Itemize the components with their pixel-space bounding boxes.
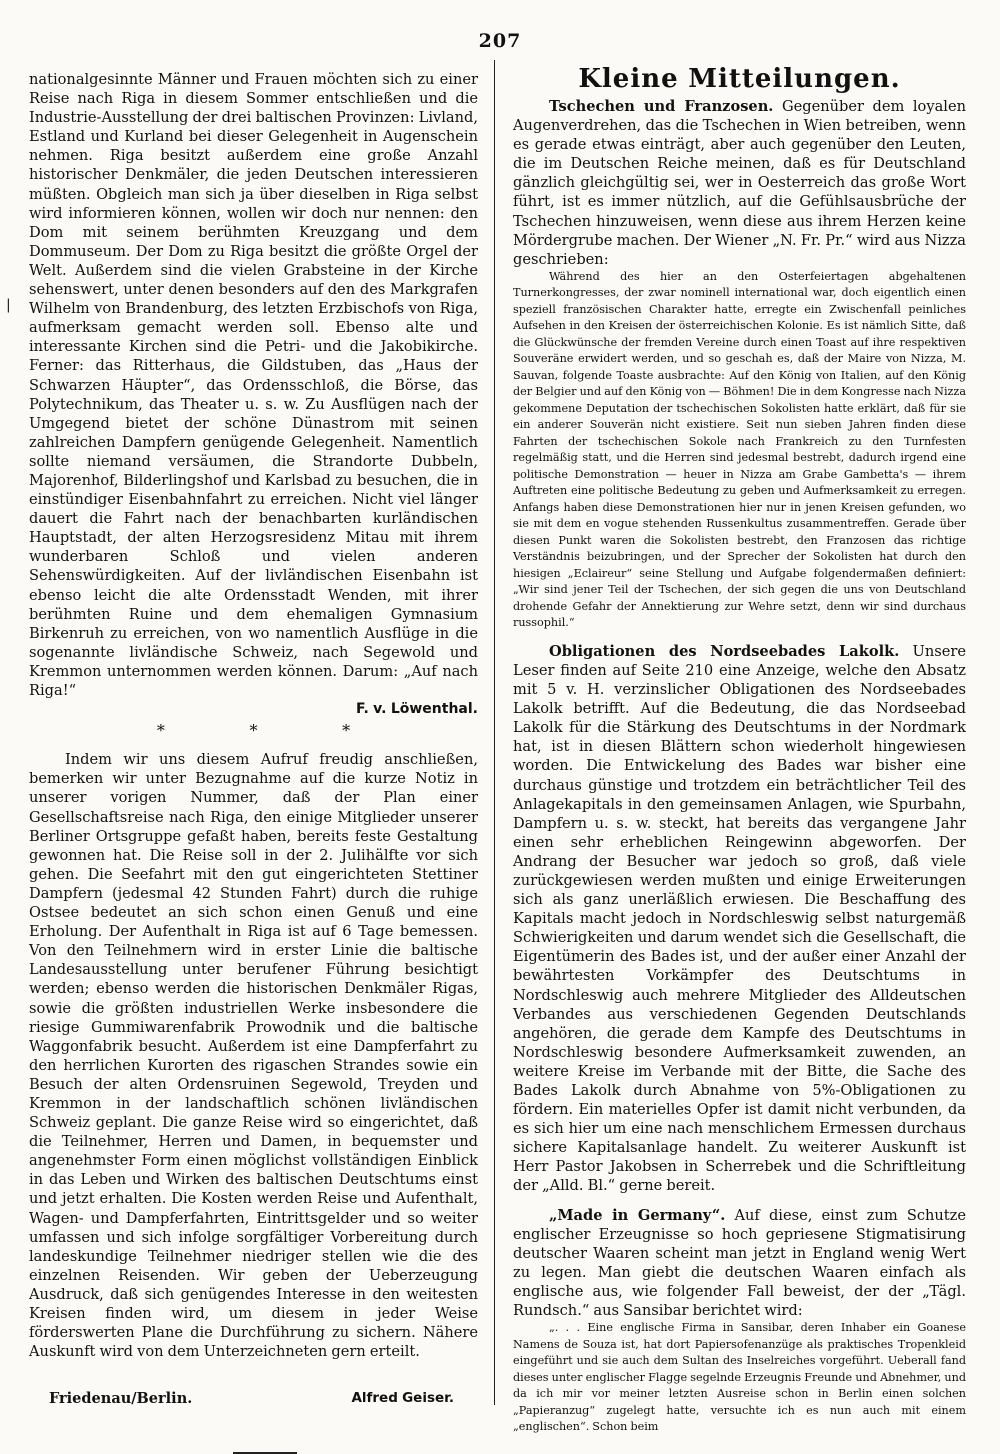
article-lakolk [513, 642, 966, 1196]
article-tschechen [513, 97, 966, 269]
column-divider [494, 60, 495, 1405]
article-made-in-germany-quote: „. . . Eine englische Firma in Sansibar, deren Inhaber ein Goanese Namens de Souza ist, hat dort Papiersofenanzüge als praktisches Tropenkleid eingeführt und sie auch dem Sultan des Inselreiches vorgeführt. Ueberall fand dieses unter englischer Flagge segelnde Erzeugnis Freunde und Abnehmer, und da ich mir vor meiner letzten Ausreise schon in Berlin einen solchen „Papieranzug“ zugelegt hatte, versuchte ich es nun auch mit einem „englischen“. Schon beim [513, 1321, 966, 1434]
signature-row [29, 1389, 478, 1408]
article-lakolk-title: Obligationen des Nordseebades Lakolk. [549, 642, 900, 660]
article-made-in-germany [513, 1206, 966, 1321]
signature-loewenthal: F. v. Löwenthal. [355, 701, 478, 718]
section-asterisks: * * * [156, 721, 391, 741]
article-made-in-germany-text: Auf diese, einst zum Schutze englischer Erzeugnisse so hoch gepriesene Stigmatisirung deutscher Waaren scheint man jetzt in England wenig Wert zu legen. Man giebt die deutschen Waaren einfach als englische aus, wie folgender Fall beweist, der der „Tägl. Rundsch.“ aus Sansibar berichtet wird: [513, 1206, 966, 1320]
section-title: Kleine Mitteilungen. [578, 64, 901, 94]
article-made-in-germany-title: „Made in Germany“. [549, 1206, 726, 1224]
signature-geiser: Alfred Geiser. [351, 1390, 454, 1407]
left-column [29, 70, 478, 1454]
margin-mark: | [6, 297, 11, 313]
article-tschechen-text: Gegenüber dem loyalen Augenverdrehen, das die Tschechen in Wien betreiben, wenn es gerade etwas einträgt, aber auch gegenüber den Leuten, die im Deutschen Reiche meinen, daß es für Deutschland gänzlich gleichgültig sei, wer in Oesterreich das große Wort führt, ist es immer nützlich, auf die Gefühlsausbrüche der Tschechen hinzuweisen, wenn diese aus ihrem Herzen keine Mördergrube machen. Der Wiener „N. Fr. Pr.“ wird aus Nizza geschrieben: [513, 98, 966, 268]
right-column [513, 64, 966, 1436]
article-lakolk-text: Unsere Leser finden auf Seite 210 eine Anzeige, welche den Absatz mit 5 v. H. verzinslicher Obligationen des Nordseebades Lakolk betrifft. Auf die Bedeutung, die das Nordseebad Lakolk für die Stärkung des Deutschtums in der Nordmark hat, ist in diesen Blättern schon wiederholt hingewiesen worden. Die Entwickelung des Bades war bisher eine durchaus günstige und trotzdem ein beträchtlicher Teil des Anlagekapitals in den gemeinsamen Anlagen, wie Spurbahn, Dampfern u. s. w. steckt, hat bereits das vergangene Jahr einen sehr erheblichen Reingewinn abgeworfen. Der Andrang der Besucher war jedoch so groß, daß viele zurückgewiesen werden mußten und einige Erweiterungen sich als ganz unerläßlich erwiesen. Die Beschaffung des Kapitals macht jedoch in Nordschleswig selbst naturgemäß Schwierigkeiten und darum wendet sich die Gesellschaft, die Eigentümerin des Bades ist, und der außer einer Anzahl der bewährtesten Vorkämpfer des Deutschtums in Nordschleswig auch mehrere Mitglieder des Alldeutschen Verbandes aus verschiedenen Gegenden Deutschlands angehören, die gerade dem Kampfe des Deutschtums in Nordschleswig besondere Aufmerksamkeit zuwenden, an weitere Kreise im Verbande mit der Bitte, die Sache des Bades Lakolk durch Abnahme von 5%-Obligationen zu fördern. Ein materielles Opfer ist damit nicht verbunden, da es sich hier um eine nach menschlichem Ermessen durchaus sichere Kapitalsanlage handelt. Zu weiterer Auskunft ist Herr Pastor Jakobsen in Scherrebek und die Schriftleitung der „Alld. Bl.“ gerne bereit. [513, 642, 966, 1195]
signature-place: Friedenau/Berlin. [49, 1390, 193, 1408]
article-tschechen-quote: Während des hier an den Osterfeiertagen abgehaltenen Turnerkongresses, der zwar nominell international war, doch eigentlich einen speziell französischen Charakter hatte, erregte ein Zwischenfall peinliches Aufsehen in den Kreisen der österreichischen Kolonie. Es ist nämlich Sitte, daß die Glückwünsche der fremden Vereine durch einen Toast auf ihre respektiven Souveräne erwidert werden, und so geschah es, daß der Maire von Nizza, M. Sauvan, folgende Toaste ausbrachte: Auf den König von Italien, auf den König der Belgier und auf den König von — Böhmen! Die in dem Kongresse nach Nizza gekommene Deputation der tschechischen Sokolisten hatte erklärt, daß für sie ein anderer Souverän nicht existiere. Seit nun sieben Jahren finden diese Fahrten der tschechischen Sokole nach Frankreich zu den Turnfesten regelmäßig statt, und die Herren sind jedesmal bestrebt, dadurch irgend eine politische Demonstration — heuer in Nizza am Grabe Gambetta's — ihrem Auftreten eine politische Bedeutung zu geben und Aufmerksamkeit zu erregen. Anfangs haben diese Demonstrationen hier nur in jenen Kreisen gefunden, wo sie mit dem en vogue stehenden Russenkultus zusammentreffen. Gerade über diesen Punkt waren die Sokolisten bestrebt, den Franzosen das richtige Verständnis beizubringen, und der Sprecher der Sokolisten hat durch den hiesigen „Eclaireur“ seine Stellung und Aufgabe folgendermaßen definiert: „Wir sind jener Teil der Tschechen, der sich gegen die uns von Deutschland drohende Gefahr der Annektierung zur Wehre setzt, denn wir sind durchaus russophil.“ [513, 269, 966, 630]
article-tschechen-title: Tschechen und Franzosen. [549, 98, 774, 115]
society-trip-paragraph: Indem wir uns diesem Aufruf freudig anschließen, bemerken wir unter Bezugnahme auf die kurze Notiz in unserer vorigen Nummer, daß der Plan einer Gesellschaftsreise nach Riga, den einige Mitglieder unserer Berliner Ortsgruppe gefaßt haben, bereits feste Gestaltung gewonnen hat. Die Reise soll in der 2. Julihälfte vor sich gehen. Die Seefahrt mit den gut eingerichteten Stettiner Dampfern (jedesmal 42 Stunden Fahrt) durch die ruhige Ostsee bedeutet an sich schon einen Genuß und eine Erholung. Der Aufenthalt in Riga ist auf 6 Tage bemessen. Von den Teilnehmern wird in erster Linie die baltische Landesausstellung unter berufener Führung besichtigt werden; ebenso werden die historischen Denkmäler Rigas, sowie die größten industriellen Werke insbesondere die riesige Gummiwarenfabrik Prowodnik und die baltische Waggonfabrik besucht. Außerdem ist eine Dampferfahrt zu den herrlichen Kurorten des rigaschen Strandes sowie ein Besuch der alten Ordensruinen Segewold, Treyden und Kremmon in der landschaftlich schönen livländischen Schweiz geplant. Die ganze Reise wird so eingerichtet, daß die Teilnehmer, Herren und Damen, in bequemster und angenehmster Form einen möglichst vollständigen Einblick in das Leben und Wirken des baltischen Deutschtums einst und jetzt erhalten. Die Kosten werden Reise und Aufenthalt, Wagen- und Dampferfahrten, Eintrittsgelder und so weiter umfassen und sich infolge sorgfältiger Vorbereitung durch landeskundige Teilnehmer niedriger stellen wie die des einzelnen Reisenden. Wir geben der Ueberzeugung Ausdruck, daß sich genügendes Interesse in den weitesten Kreisen finden wird, um diesem in jeder Weise förderswerten Plane die Durchführung zu sichern. Nähere Auskunft wird von dem Unterzeichneten gern erteilt. [29, 751, 478, 1361]
riga-appeal-paragraph: nationalgesinnte Männer und Frauen möchten sich zu einer Reise nach Riga in diesem Sommer entschließen und die Industrie-Ausstellung der drei baltischen Provinzen: Livland, Estland und Kurland bei dieser Gelegenheit in Augenschein nehmen. Riga besitzt außerdem eine große Anzahl historischer Denkmäler, die jeden Deutschen interessieren müßten. Obgleich man sich ja über dieselben in Riga selbst wird informieren können, wollen wir doch nur nennen: den Dom mit seinem berühmten Kreuzgang und dem Dommuseum. Der Dom zu Riga besitzt die größte Orgel der Welt. Außerdem sind die vielen Grabsteine in der Kirche sehenswert, unter denen besonders auf den des Markgrafen Wilhelm von Brandenburg, des letzten Erzbischofs von Riga, aufmerksam gemacht werden soll. Ebenso alte und interessante Kirchen sind die Petri- und die Jakobikirche. Ferner: das Ritterhaus, die Gildstuben, das „Haus der Schwarzen Häupter“, das Ordensschloß, die Börse, das Polytechnikum, das Theater u. s. w. Zu Ausflügen nach der Umgegend bietet der schöne Dünastrom mit seinen zahlreichen Dampfern genügende Gelegenheit. Namentlich sollte niemand versäumen, die Strandorte Dubbeln, Majorenhof, Bilderlingshof und Karlsbad zu besuchen, die in einstündiger Eisenbahnfahrt zu erreichen. Nicht viel länger dauert die Fahrt nach der benachbarten kurländischen Hauptstadt, der alten Herzogsresidenz Mitau mit ihrem wunderbaren Schloß und vielen anderen Sehenswürdigkeiten. Auf der livländischen Eisenbahn ist ebenso leicht die alte Ordensstadt Wenden, mit ihrer berühmten Ruine und dem ehemaligen Gymnasium Birkenruh zu erreichen, von wo namentlich Ausflüge in die sogenannte livländische Schweiz, nach Segewold und Kremmon unternommen werden können. Darum: „Auf nach Riga!“ [29, 71, 478, 699]
page-number: 207 [478, 30, 522, 52]
